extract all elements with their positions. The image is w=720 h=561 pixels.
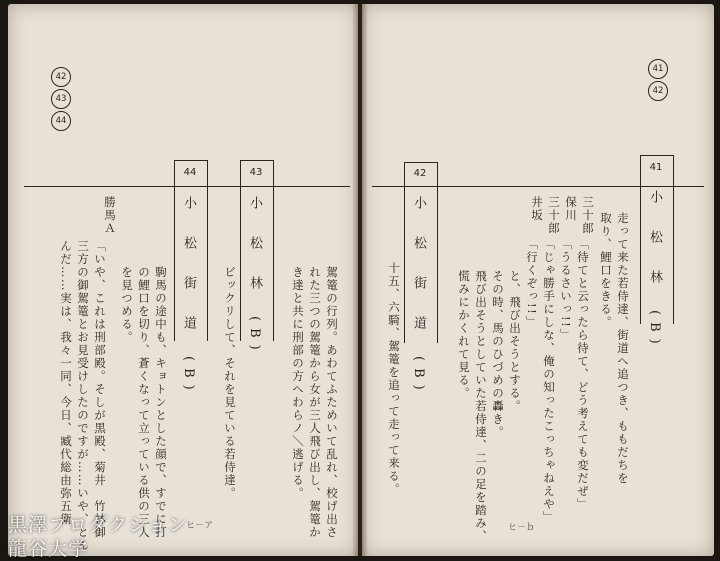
script-line: んだ……実は、我々一同、今日、臧代総由弥五衛	[59, 240, 73, 526]
scene-number: 42	[413, 168, 427, 179]
watermark-line1: 黒澤プロダクション	[8, 514, 188, 536]
script-line: 「じゃ勝手にしな、俺の知ったこっちゃねえや」	[542, 238, 556, 524]
script-line: ビックリして、それを見ている若侍達。	[223, 266, 237, 500]
page-number: ヒ－ｂ	[508, 523, 536, 533]
script-line: れた三つの駕篭から女が三人飛び出し、駕篭か	[308, 266, 322, 539]
speaker-label: 井坂	[530, 196, 544, 222]
scene-circle-number: 44	[51, 111, 71, 131]
script-line: 「うるさいっ!!」	[559, 238, 573, 342]
script-line: 駕篭の行列。あわてふためいて乱れ、校げ出さ	[325, 266, 339, 539]
scene-circle-number: 42	[648, 81, 668, 101]
script-line: の鯉口を切り、蒼くなって立っている供の三人	[137, 266, 151, 539]
script-line: 慌みにかくれて見る。	[457, 270, 471, 400]
script-line: 「いや、これは刑部殿。そしが黒殿、菊井 竹林御	[93, 240, 107, 539]
script-line: 「待てと云ったら待て、どう考えても変だぜ」	[576, 238, 590, 511]
scene-heading: 小 松 林 (B)	[647, 190, 662, 351]
watermark-line2: 龍谷大学	[8, 538, 89, 560]
speaker-label: 勝馬Ａ	[103, 196, 117, 235]
scene-circle-number: 43	[51, 89, 71, 109]
script-line: を見つめる。	[120, 266, 134, 344]
scene-heading: 小 松 林 (B)	[247, 196, 262, 357]
book-gutter	[352, 4, 368, 556]
script-line: き達と共に刑部の方へわらノ＼逃げる。	[291, 266, 305, 500]
scene-number: 43	[249, 167, 263, 178]
scene-circle-number: 41	[648, 59, 668, 79]
scene-circle-number: 42	[51, 67, 71, 87]
scene-number: 41	[649, 162, 663, 173]
scene-heading: 小 松 街 道 (B)	[181, 196, 196, 397]
speaker-label: 三十郎	[547, 196, 561, 235]
script-line: 走って来た若侍達、街道へ追つき、ももだちを	[616, 212, 630, 485]
script-line: 駒馬の途中も、キョトンとした顔で、すでに打	[154, 266, 168, 539]
script-line: 十五、六騎、駕篭を追って走って来る。	[387, 262, 401, 496]
script-line: 三方の御駕篭とお見受けしたのですが……いや、とん	[76, 240, 90, 552]
script-line: その時、馬のひづめの轟き。	[491, 270, 505, 439]
scene-heading: 小 松 街 道 (B)	[411, 196, 426, 397]
speaker-label: 三十郎	[581, 196, 595, 235]
script-line: 「行くぞっ!!」	[525, 238, 539, 329]
page-number: ヒ－ア	[186, 521, 214, 531]
speaker-label: 保川	[564, 196, 578, 222]
scene-number: 44	[183, 167, 197, 178]
script-line: と、飛び出そうとする。	[508, 270, 522, 413]
script-line: 飛び出そうとしていた若侍達、二の足を踏み、	[474, 270, 488, 543]
script-line: 取り、鯉口をきる。	[599, 212, 613, 329]
